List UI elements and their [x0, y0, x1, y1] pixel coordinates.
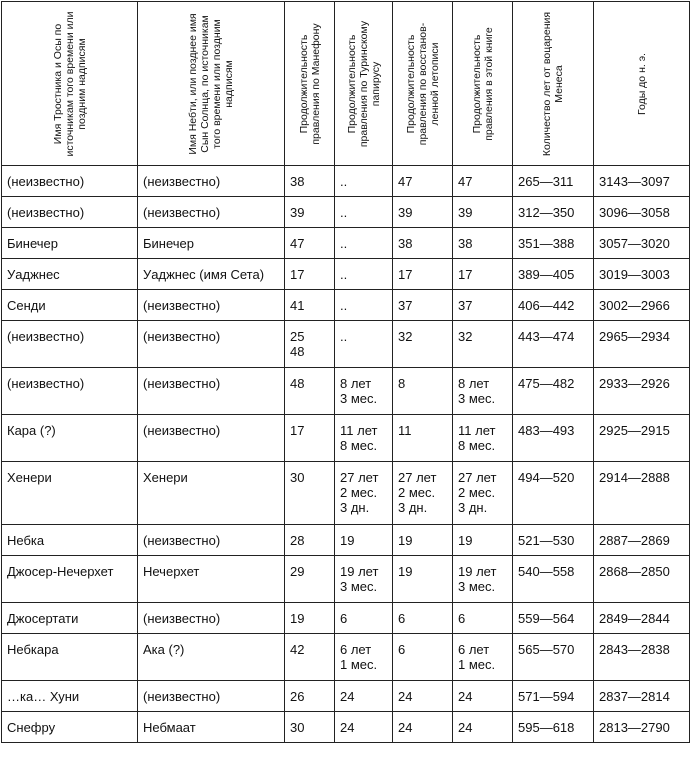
table-cell: 32 [453, 321, 513, 368]
table-cell: .. [335, 166, 393, 197]
table-row [2, 321, 690, 368]
table-cell: 39 [285, 197, 335, 228]
table-cell: .. [335, 197, 393, 228]
table-cell: 559—564 [513, 603, 594, 634]
table-cell: …ка… Хуни [2, 681, 138, 712]
table-cell: 17 [453, 259, 513, 290]
header-text: Продолжительность правления в этой книге [470, 26, 495, 141]
table-row [2, 166, 690, 197]
header-text: Продолжительность правления по восстанов-ленной летописи [404, 22, 441, 145]
table-cell: 2868—2850 [594, 556, 690, 603]
header-cell [285, 2, 335, 166]
table-row [2, 634, 690, 681]
table-cell: (неизвестно) [138, 368, 285, 415]
table-cell: 19 [335, 525, 393, 556]
header-cell [335, 2, 393, 166]
table-cell: 39 [393, 197, 453, 228]
table-cell: 443—474 [513, 321, 594, 368]
table-cell: Джосер-Нечерхет [2, 556, 138, 603]
table-cell: (неизвестно) [138, 415, 285, 462]
table-cell: 38 [453, 228, 513, 259]
table-cell: 17 [285, 415, 335, 462]
table-cell: 42 [285, 634, 335, 681]
header-cell [138, 2, 285, 166]
header-text: Имя Небти, или позднее имя Сын Солнца, по источникам того времени или поздним надписям [187, 12, 235, 155]
table-cell: Уаджнес (имя Сета) [138, 259, 285, 290]
table-cell: 389—405 [513, 259, 594, 290]
table-row [2, 556, 690, 603]
table-cell: 26 [285, 681, 335, 712]
table-cell: 28 [285, 525, 335, 556]
table-cell: 2933—2926 [594, 368, 690, 415]
table-cell: Сенди [2, 290, 138, 321]
table-cell: 38 [285, 166, 335, 197]
table-cell: 19 [393, 525, 453, 556]
table-cell: Бинечер [2, 228, 138, 259]
header-cell [393, 2, 453, 166]
table-cell: Бинечер [138, 228, 285, 259]
table-cell: 39 [453, 197, 513, 228]
table-cell: 265—311 [513, 166, 594, 197]
header-cell [453, 2, 513, 166]
table-cell: 2837—2814 [594, 681, 690, 712]
table-cell: (неизвестно) [138, 197, 285, 228]
table-cell: 6 [453, 603, 513, 634]
table-cell: 6 [393, 603, 453, 634]
table-row [2, 290, 690, 321]
header-text: Количество лет от воцарения Менеса [541, 11, 565, 156]
table-row [2, 415, 690, 462]
table-cell: (неизвестно) [138, 681, 285, 712]
table-row [2, 462, 690, 525]
table-cell: (неизвестно) [2, 368, 138, 415]
table-cell: 2813—2790 [594, 712, 690, 743]
table-cell: (неизвестно) [138, 603, 285, 634]
header-cell [513, 2, 594, 166]
dynasty-chronology-table [1, 1, 690, 743]
table-cell: Небкара [2, 634, 138, 681]
table-cell: (неизвестно) [138, 290, 285, 321]
table-cell: 19 [453, 525, 513, 556]
table-cell: 27 лет 2 мес. 3 дн. [393, 462, 453, 525]
table-cell: 29 [285, 556, 335, 603]
table-cell: 24 [335, 681, 393, 712]
table-cell: 2965—2934 [594, 321, 690, 368]
table-cell: 3057—3020 [594, 228, 690, 259]
table-cell: .. [335, 290, 393, 321]
table-cell: 494—520 [513, 462, 594, 525]
table-cell: Нечерхет [138, 556, 285, 603]
table-cell: Небка [2, 525, 138, 556]
table-cell: 2925—2915 [594, 415, 690, 462]
table-cell: 312—350 [513, 197, 594, 228]
table-row [2, 197, 690, 228]
table-cell: 24 [453, 681, 513, 712]
header-cell [594, 2, 690, 166]
table-cell: Небмаат [138, 712, 285, 743]
table-cell: 30 [285, 462, 335, 525]
table-cell: .. [335, 321, 393, 368]
table-cell: 521—530 [513, 525, 594, 556]
table-cell: 8 [393, 368, 453, 415]
table-cell: 351—388 [513, 228, 594, 259]
table-cell: 540—558 [513, 556, 594, 603]
table-cell: 47 [285, 228, 335, 259]
table-cell: (неизвестно) [138, 166, 285, 197]
table-row [2, 228, 690, 259]
table-cell: Джосертати [2, 603, 138, 634]
table-cell: 19 лет 3 мес. [453, 556, 513, 603]
table-cell: 565—570 [513, 634, 594, 681]
table-cell: 6 лет 1 мес. [453, 634, 513, 681]
table-cell: 2887—2869 [594, 525, 690, 556]
table-cell: 24 [393, 681, 453, 712]
table-cell: 37 [393, 290, 453, 321]
table-cell: 6 [393, 634, 453, 681]
header-text: Продолжительность правления по Манефону [297, 22, 322, 145]
table-cell: (неизвестно) [138, 525, 285, 556]
table-cell: 17 [285, 259, 335, 290]
header-row [2, 2, 690, 166]
header-text: Продолжительность правления по Туринскому папирусу [345, 20, 382, 147]
table-cell: 3002—2966 [594, 290, 690, 321]
table-cell: (неизвестно) [2, 197, 138, 228]
table-cell: 47 [393, 166, 453, 197]
table-cell: Кара (?) [2, 415, 138, 462]
table-cell: 27 лет 2 мес. 3 дн. [335, 462, 393, 525]
table-cell: Хенери [138, 462, 285, 525]
table-cell: 6 лет 1 мес. [335, 634, 393, 681]
table-cell: (неизвестно) [138, 321, 285, 368]
table-cell: 47 [453, 166, 513, 197]
table-cell: Уаджнес [2, 259, 138, 290]
header-text: Имя Тростника и Осы по источникам того времени или поздним надписям [51, 11, 88, 156]
header-text: Годы до н. э. [635, 52, 648, 115]
table-cell: 595—618 [513, 712, 594, 743]
table-cell: .. [335, 228, 393, 259]
table-cell: 483—493 [513, 415, 594, 462]
table-cell: Снефру [2, 712, 138, 743]
table-cell: 38 [393, 228, 453, 259]
table-cell: 8 лет 3 мес. [335, 368, 393, 415]
table-cell: 41 [285, 290, 335, 321]
table-cell: 37 [453, 290, 513, 321]
table-cell: 19 лет 3 мес. [335, 556, 393, 603]
table-cell: 17 [393, 259, 453, 290]
table-cell: Хенери [2, 462, 138, 525]
table-cell: 30 [285, 712, 335, 743]
table-cell: 25 48 [285, 321, 335, 368]
table-cell: .. [335, 259, 393, 290]
table-cell: 48 [285, 368, 335, 415]
table-cell: 3019—3003 [594, 259, 690, 290]
table-row [2, 259, 690, 290]
table-row [2, 712, 690, 743]
table-cell: 19 [285, 603, 335, 634]
table-body [2, 166, 690, 743]
table-cell: 406—442 [513, 290, 594, 321]
table-cell: 24 [393, 712, 453, 743]
table-cell: (неизвестно) [2, 321, 138, 368]
table-cell: (неизвестно) [2, 166, 138, 197]
table-cell: 19 [393, 556, 453, 603]
table-cell: 32 [393, 321, 453, 368]
table-cell: 24 [453, 712, 513, 743]
table-row [2, 368, 690, 415]
table-cell: 571—594 [513, 681, 594, 712]
table-cell: 11 [393, 415, 453, 462]
table-cell: 2914—2888 [594, 462, 690, 525]
table-cell: 2843—2838 [594, 634, 690, 681]
table-cell: 3143—3097 [594, 166, 690, 197]
table-row [2, 681, 690, 712]
table-cell: 11 лет 8 мес. [453, 415, 513, 462]
table-cell: 27 лет 2 мес. 3 дн. [453, 462, 513, 525]
table-cell: 475—482 [513, 368, 594, 415]
table-cell: 3096—3058 [594, 197, 690, 228]
table-cell: 6 [335, 603, 393, 634]
table-cell: 8 лет 3 мес. [453, 368, 513, 415]
table-cell: 24 [335, 712, 393, 743]
table-cell: Ака (?) [138, 634, 285, 681]
table-cell: 2849—2844 [594, 603, 690, 634]
table-row [2, 525, 690, 556]
header-cell [2, 2, 138, 166]
table-cell: 11 лет 8 мес. [335, 415, 393, 462]
table-row [2, 603, 690, 634]
